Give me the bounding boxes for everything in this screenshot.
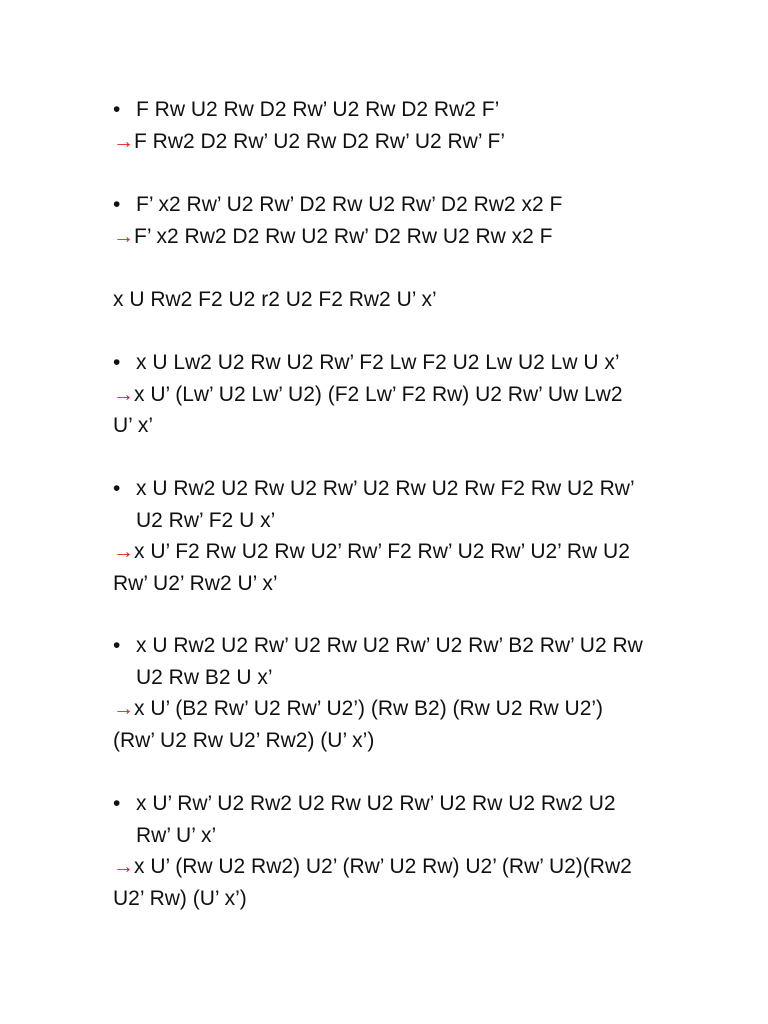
arrow-icon: → bbox=[113, 540, 134, 563]
arrow-icon: → bbox=[113, 129, 134, 153]
solution-line bbox=[113, 883, 713, 915]
algorithm-line bbox=[113, 94, 713, 126]
arrow-icon: → bbox=[113, 697, 134, 720]
algorithm-line bbox=[113, 505, 713, 537]
algorithm-text: U2 Rw’ F2 U x’ bbox=[136, 508, 276, 532]
solution-line bbox=[113, 221, 713, 253]
algorithm-text: Rw’ U’ x’ bbox=[136, 823, 217, 847]
algorithm-entry bbox=[113, 94, 713, 157]
solution-line bbox=[113, 126, 713, 158]
solution-text: x U’ (Lw’ U2 Lw’ U2) (F2 Lw’ F2 Rw) U2 Rw’ Uw Lw2 bbox=[134, 382, 623, 406]
solution-text: F’ x2 Rw2 D2 Rw U2 Rw’ D2 Rw U2 Rw x2 F bbox=[134, 224, 553, 248]
arrow-icon: → bbox=[113, 224, 134, 248]
solution-text: x U’ (Rw U2 Rw2) U2’ (Rw’ U2 Rw) U2’ (Rw’ U2)(Rw2 bbox=[134, 855, 632, 878]
algorithm-line bbox=[113, 820, 713, 852]
solution-line bbox=[113, 379, 713, 411]
algorithm-text: x U Rw2 F2 U2 r2 U2 F2 Rw2 U’ x’ bbox=[113, 288, 437, 311]
algorithm-line bbox=[113, 662, 713, 694]
algorithm-text: F’ x2 Rw’ U2 Rw’ D2 Rw U2 Rw’ D2 Rw2 x2 F bbox=[136, 193, 563, 216]
solution-line bbox=[113, 568, 713, 600]
algorithm-line bbox=[113, 347, 713, 379]
arrow-icon: → bbox=[113, 855, 134, 878]
bullet-icon: • bbox=[113, 792, 121, 815]
algorithm-text: x U’ Rw’ U2 Rw2 U2 Rw U2 Rw’ U2 Rw U2 Rw2 U2 bbox=[136, 792, 616, 815]
algorithm-text: x U Rw2 U2 Rw U2 Rw’ U2 Rw U2 Rw F2 Rw U2 Rw’ bbox=[136, 477, 635, 500]
algorithm-entry bbox=[113, 630, 713, 756]
bullet-icon: • bbox=[113, 634, 121, 657]
algorithm-entry bbox=[113, 473, 713, 599]
solution-line bbox=[113, 725, 713, 757]
algorithm-text: x U Lw2 U2 Rw U2 Rw’ F2 Lw F2 U2 Lw U2 Lw U x’ bbox=[136, 351, 620, 374]
solution-line bbox=[113, 410, 713, 442]
algorithm-entry bbox=[113, 189, 713, 252]
solution-text: x U’ F2 Rw U2 Rw U2’ Rw’ F2 Rw’ U2 Rw’ U2’ Rw U2 bbox=[134, 540, 630, 563]
algorithm-text: x U Rw2 U2 Rw’ U2 Rw U2 Rw’ U2 Rw’ B2 Rw’ U2 Rw bbox=[136, 634, 643, 657]
algorithm-entry bbox=[113, 788, 713, 914]
algorithm-text: U2 Rw B2 U x’ bbox=[136, 665, 273, 689]
algorithm-line bbox=[113, 189, 713, 221]
bullet-icon: • bbox=[113, 193, 121, 216]
solution-text: F Rw2 D2 Rw’ U2 Rw D2 Rw’ U2 Rw’ F’ bbox=[134, 129, 506, 153]
algorithm-entry bbox=[113, 347, 713, 442]
plain-line bbox=[113, 284, 713, 316]
algorithm-line bbox=[113, 630, 713, 662]
solution-text: U2’ Rw) (U’ x’) bbox=[113, 886, 247, 910]
solution-line bbox=[113, 693, 713, 725]
solution-text: U’ x’ bbox=[113, 414, 154, 437]
solution-text: Rw’ U2’ Rw2 U’ x’ bbox=[113, 571, 278, 595]
solution-line bbox=[113, 851, 713, 883]
arrow-icon: → bbox=[113, 382, 134, 406]
bullet-icon: • bbox=[113, 98, 121, 121]
solution-text: x U’ (B2 Rw’ U2 Rw’ U2’) (Rw B2) (Rw U2 Rw U2’) bbox=[134, 697, 604, 720]
solution-text: (Rw’ U2 Rw U2’ Rw2) (U’ x’) bbox=[113, 728, 375, 752]
solution-line bbox=[113, 536, 713, 568]
algorithm-line bbox=[113, 788, 713, 820]
algorithm-text: F Rw U2 Rw D2 Rw’ U2 Rw D2 Rw2 F’ bbox=[136, 98, 500, 121]
algorithm-line bbox=[113, 473, 713, 505]
bullet-icon: • bbox=[113, 477, 121, 500]
bullet-icon: • bbox=[113, 351, 121, 374]
algorithm-entry bbox=[113, 284, 713, 316]
